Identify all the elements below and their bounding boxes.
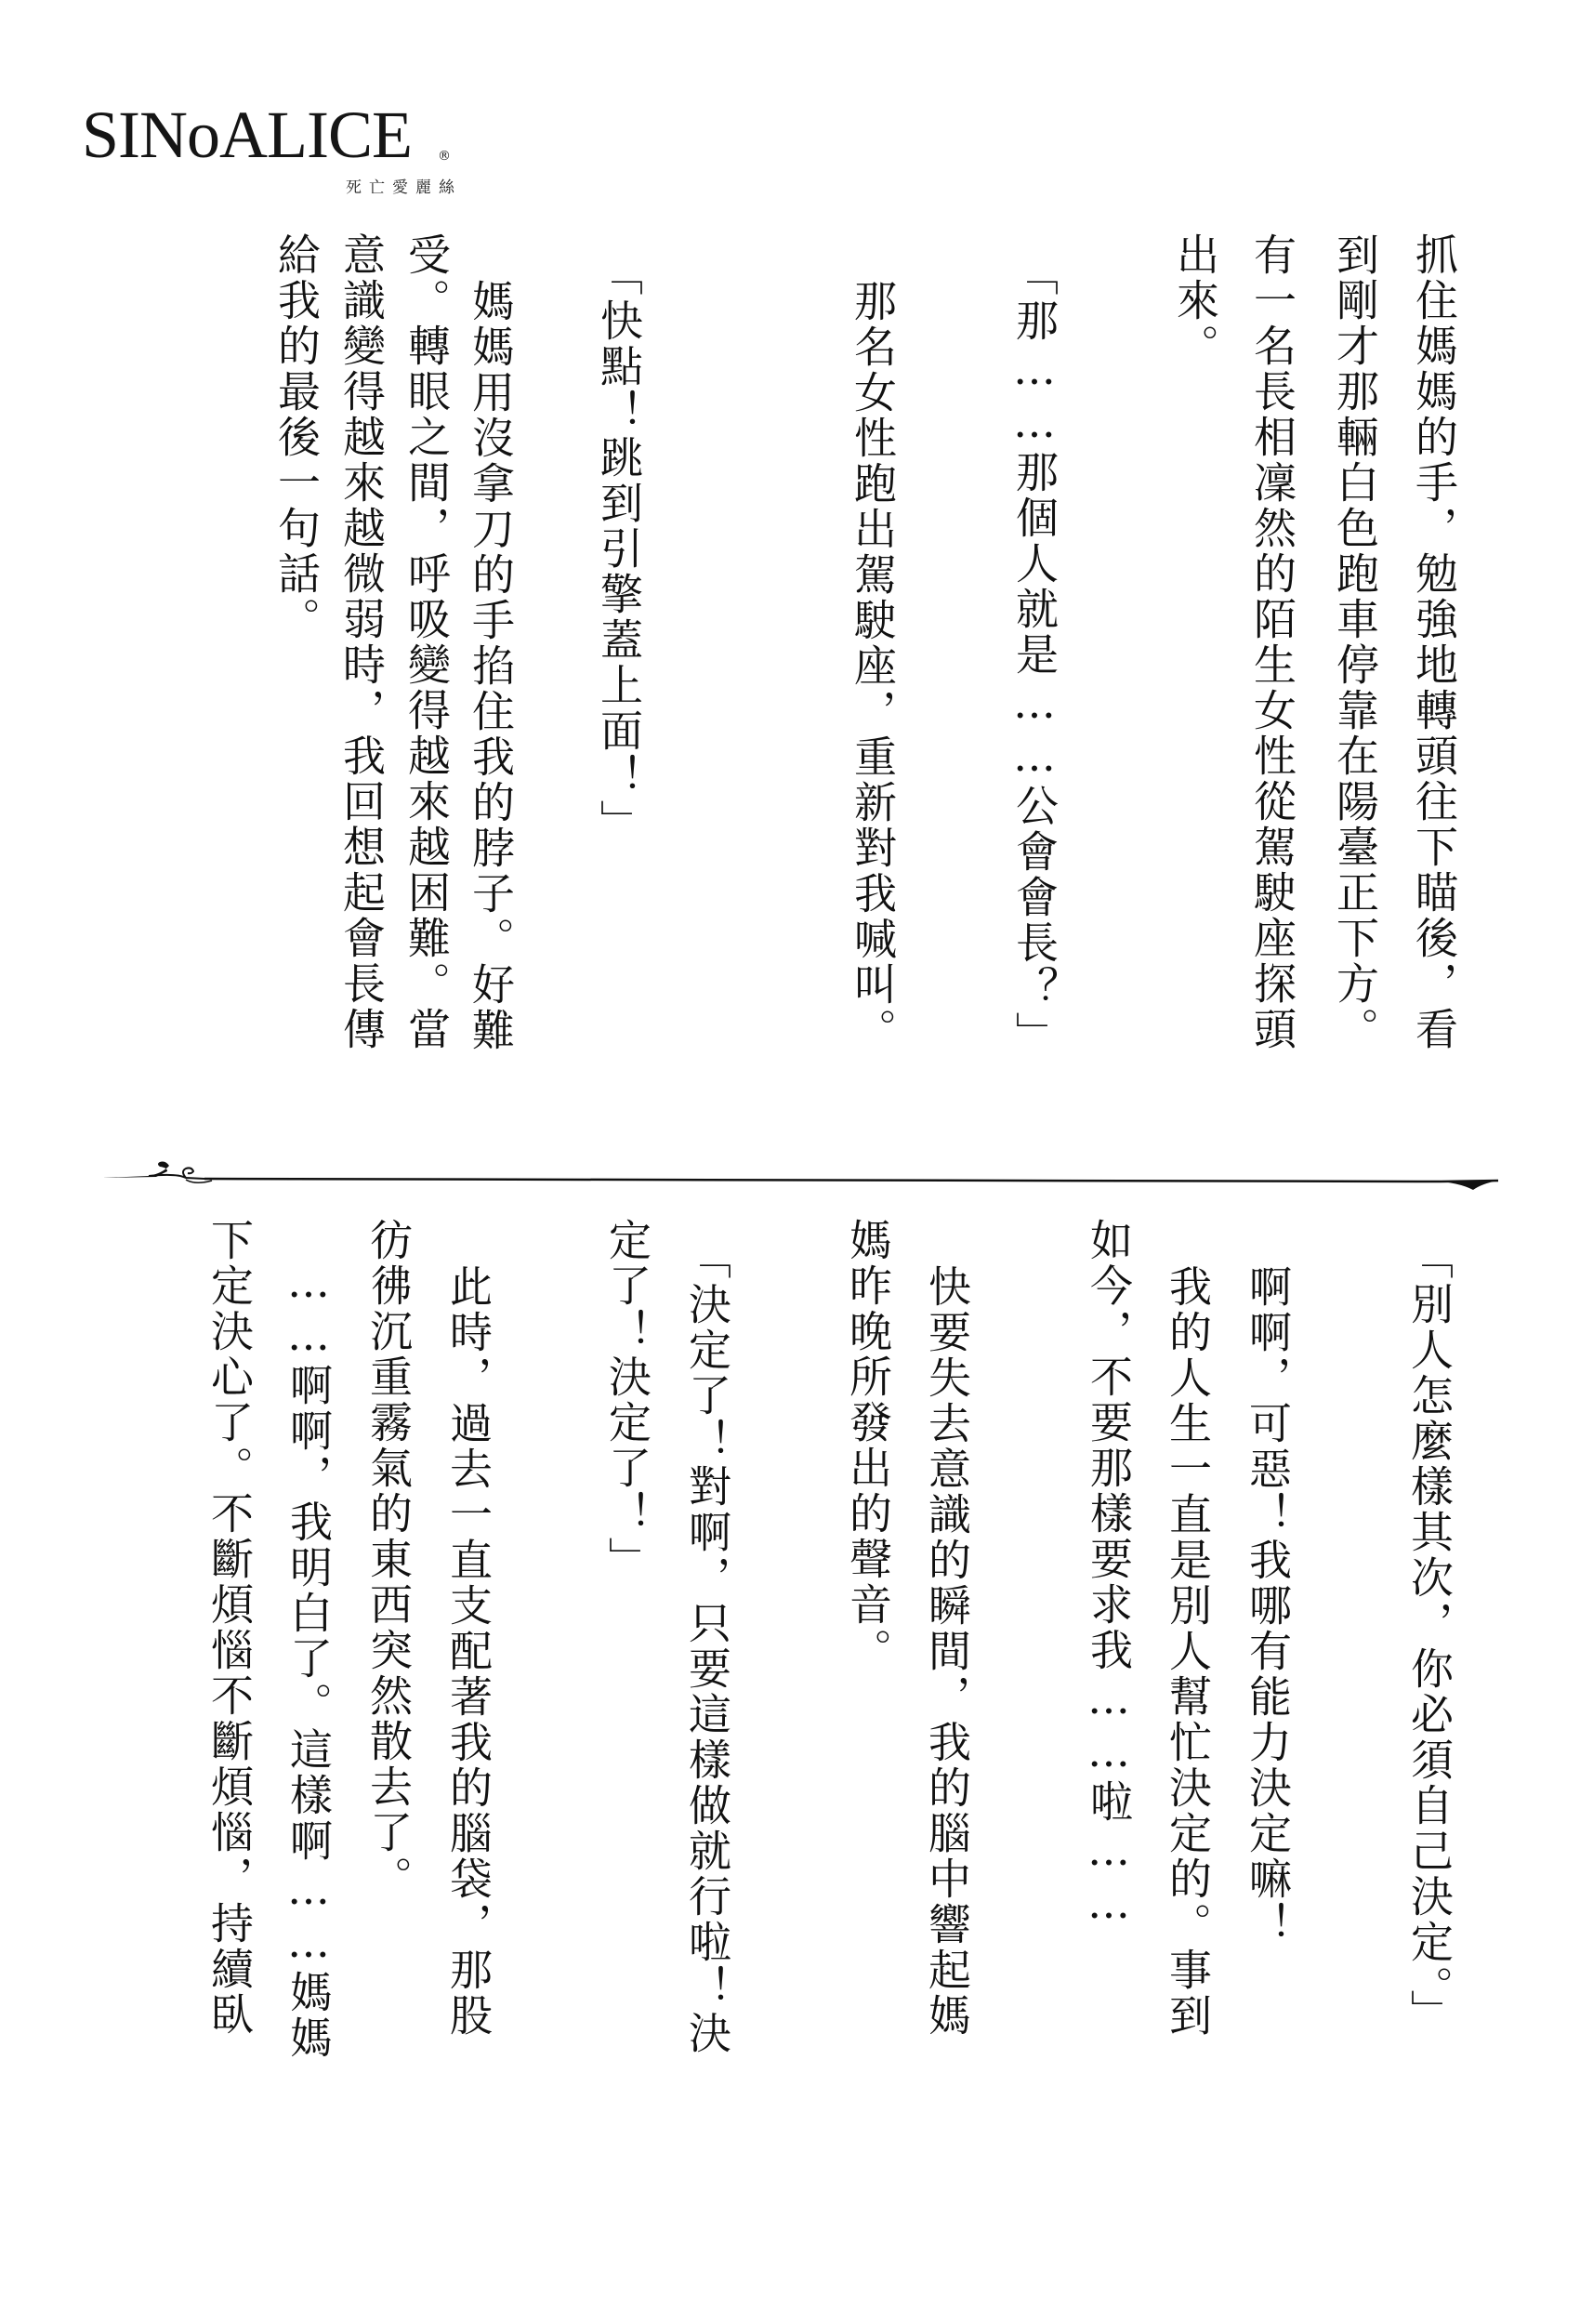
- text-column: 受。轉眼之間，呼吸變得越來越困難。當: [402, 232, 452, 1052]
- dialogue-column: 「快點！跳到引擎蓋上面！」: [594, 253, 644, 845]
- dialogue-column: 「那……那個人就是……公會會長？」: [1009, 253, 1060, 1057]
- text-column: 那名女性跑出駕駛座，重新對我喊叫。: [848, 279, 898, 1053]
- text-column: 意識變得越來越微弱時，我回想起會長傳: [336, 232, 387, 1052]
- text-column: 如今，不要那樣要求我……啦……: [1084, 1218, 1134, 1931]
- ornamental-divider: [93, 1153, 1506, 1190]
- text-column: 有一名長相凜然的陌生女性從駕駛座探頭: [1247, 232, 1297, 1052]
- text-column: 媽媽用沒拿刀的手掐住我的脖子。好難: [466, 279, 516, 1053]
- text-column: 快要失去意識的瞬間，我的腦中響起媽: [922, 1264, 972, 2039]
- logo-subtitle: 死亡愛麗絲: [346, 178, 462, 197]
- sinoalice-logo: [82, 98, 462, 200]
- text-column: 給我的最後一句話。: [271, 232, 322, 642]
- dialogue-column: 「決定了！對啊，只要這樣做就行啦！決: [682, 1236, 732, 2056]
- text-column: 媽昨晚所發出的聲音。: [843, 1218, 893, 1673]
- text-column: 下定決心了。不斷煩惱不斷煩惱，持續臥: [204, 1218, 255, 2038]
- registered-mark: ®: [438, 149, 451, 164]
- text-column: 抓住媽媽的手，勉強地轉頭往下瞄後，看: [1409, 232, 1459, 1052]
- dialogue-column: 定了！決定了！」: [602, 1218, 652, 1582]
- text-column: ……啊啊，我明白了。這樣啊……媽媽: [283, 1257, 334, 2061]
- text-column: 此時，過去一直支配著我的腦袋，那股: [443, 1264, 494, 2039]
- text-column: 出來。: [1170, 232, 1220, 369]
- text-column: 到剛才那輛白色跑車停靠在陽臺正下方。: [1330, 232, 1380, 1052]
- text-column: 彷彿沉重霧氣的東西突然散去了。: [363, 1218, 414, 1901]
- logo-title: SINoALICE: [82, 98, 412, 172]
- text-column: 啊啊，可惡！我哪有能力決定嘛！: [1243, 1264, 1293, 1948]
- text-column: 我的人生一直是別人幫忙決定的。事到: [1163, 1264, 1213, 2039]
- dialogue-column: 「別人怎麼樣其次，你必須自己決定。」: [1404, 1236, 1455, 2035]
